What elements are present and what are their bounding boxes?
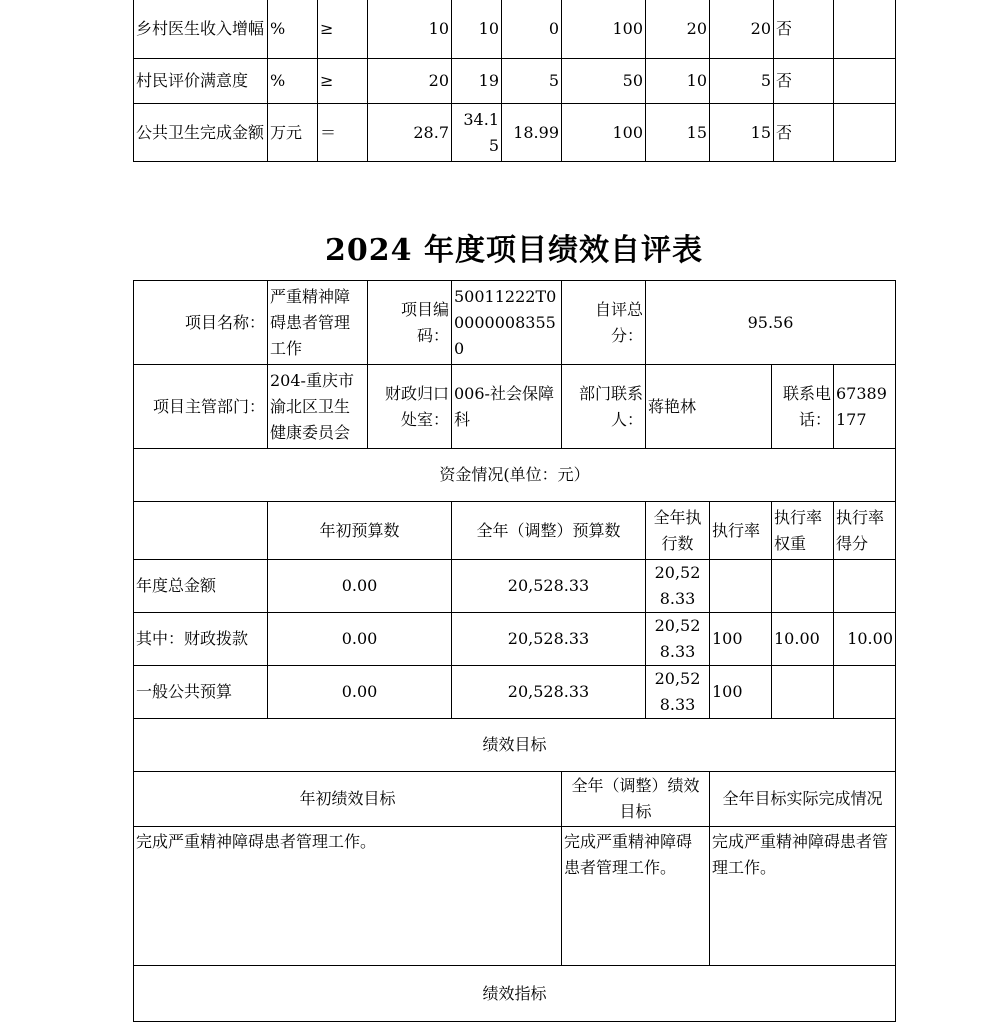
funds-initial: 0.00 bbox=[268, 613, 452, 666]
project-name-label: 项目名称： bbox=[134, 281, 268, 365]
funds-weight: 10.00 bbox=[772, 613, 834, 666]
indicator-name: 乡村医生收入增幅 bbox=[134, 0, 268, 59]
funds-header-executed: 全年执行数 bbox=[646, 502, 710, 560]
indicator-unit: % bbox=[268, 0, 318, 59]
indicator-value: 34.15 bbox=[452, 104, 502, 162]
goals-value-row bbox=[134, 827, 896, 966]
indicator-continuation-table bbox=[133, 0, 896, 162]
funds-executed: 20,528.33 bbox=[646, 560, 710, 613]
self-evaluation-table bbox=[133, 280, 896, 1022]
indicator-value: 5 bbox=[502, 59, 562, 104]
table-row bbox=[134, 613, 896, 666]
indicator-value: 50 bbox=[562, 59, 646, 104]
funds-header-blank bbox=[134, 502, 268, 560]
funds-rate bbox=[710, 560, 772, 613]
finance-office-value: 006-社会保障科 bbox=[452, 365, 562, 449]
funds-row-label: 一般公共预算 bbox=[134, 666, 268, 719]
goals-header-initial: 年初绩效目标 bbox=[134, 772, 562, 827]
goals-initial-text: 完成严重精神障碍患者管理工作。 bbox=[134, 827, 562, 966]
indicator-value: 10 bbox=[368, 0, 452, 59]
funds-header-initial: 年初预算数 bbox=[268, 502, 452, 560]
funds-row-label: 年度总金额 bbox=[134, 560, 268, 613]
indicator-unit: 万元 bbox=[268, 104, 318, 162]
indicator-value: 20 bbox=[710, 0, 774, 59]
funds-score: 10.00 bbox=[834, 613, 896, 666]
funds-score bbox=[834, 666, 896, 719]
dept-value: 204-重庆市渝北区卫生健康委员会 bbox=[268, 365, 368, 449]
phone-label: 联系电话： bbox=[772, 365, 834, 449]
funds-adjusted: 20,528.33 bbox=[452, 560, 646, 613]
goals-header-actual: 全年目标实际完成情况 bbox=[710, 772, 896, 827]
funds-weight bbox=[772, 560, 834, 613]
indicator-name: 公共卫生完成金额 bbox=[134, 104, 268, 162]
indicator-value: 19 bbox=[452, 59, 502, 104]
indicator-value: 10 bbox=[646, 59, 710, 104]
indicator-name: 村民评价满意度 bbox=[134, 59, 268, 104]
dept-label: 项目主管部门： bbox=[134, 365, 268, 449]
project-code-label: 项目编码： bbox=[368, 281, 452, 365]
table-row bbox=[134, 59, 896, 104]
indicator-operator: ≥ bbox=[318, 59, 368, 104]
goals-header-adjusted: 全年（调整）绩效目标 bbox=[562, 772, 710, 827]
table-row bbox=[134, 666, 896, 719]
indicator-flag: 否 bbox=[774, 0, 834, 59]
indicator-unit: % bbox=[268, 59, 318, 104]
funds-row-label: 其中：财政拨款 bbox=[134, 613, 268, 666]
indicator-value: 28.7 bbox=[368, 104, 452, 162]
funds-header-row bbox=[134, 502, 896, 560]
funds-adjusted: 20,528.33 bbox=[452, 666, 646, 719]
self-score-label: 自评总分： bbox=[562, 281, 646, 365]
funds-header-weight: 执行率权重 bbox=[772, 502, 834, 560]
project-info-row bbox=[134, 281, 896, 365]
indicator-value: 100 bbox=[562, 104, 646, 162]
indicator-operator: ≥ bbox=[318, 0, 368, 59]
self-score-value: 95.56 bbox=[646, 281, 896, 365]
goals-adjusted-text: 完成严重精神障碍患者管理工作。 bbox=[562, 827, 710, 966]
indicator-note bbox=[834, 59, 896, 104]
funds-header-rate: 执行率 bbox=[710, 502, 772, 560]
funds-rate: 100 bbox=[710, 666, 772, 719]
table-row bbox=[134, 0, 896, 59]
indicator-value: 0 bbox=[502, 0, 562, 59]
page-title: 2024 年度项目绩效自评表 bbox=[325, 233, 703, 268]
indicator-value: 18.99 bbox=[502, 104, 562, 162]
funds-rate: 100 bbox=[710, 613, 772, 666]
goals-section-title: 绩效目标 bbox=[134, 719, 896, 772]
goals-header-row bbox=[134, 772, 896, 827]
goals-actual-text: 完成严重精神障碍患者管理工作。 bbox=[710, 827, 896, 966]
funds-section-title: 资金情况(单位：元） bbox=[134, 449, 896, 502]
table-row bbox=[134, 560, 896, 613]
indicators-section-title: 绩效指标 bbox=[134, 966, 896, 1022]
contact-label: 部门联系人： bbox=[562, 365, 646, 449]
funds-header-score: 执行率得分 bbox=[834, 502, 896, 560]
funds-executed: 20,528.33 bbox=[646, 613, 710, 666]
indicator-note bbox=[834, 0, 896, 59]
indicator-value: 20 bbox=[368, 59, 452, 104]
project-code-value: 50011222T000000083550 bbox=[452, 281, 562, 365]
phone-value: 67389177 bbox=[834, 365, 896, 449]
indicator-operator: ＝ bbox=[318, 104, 368, 162]
funds-adjusted: 20,528.33 bbox=[452, 613, 646, 666]
contact-value: 蒋艳林 bbox=[646, 365, 772, 449]
indicator-value: 100 bbox=[562, 0, 646, 59]
indicator-value: 20 bbox=[646, 0, 710, 59]
funds-weight bbox=[772, 666, 834, 719]
project-name-value: 严重精神障碍患者管理工作 bbox=[268, 281, 368, 365]
indicator-flag: 否 bbox=[774, 59, 834, 104]
funds-executed: 20,528.33 bbox=[646, 666, 710, 719]
funds-header-adjusted: 全年（调整）预算数 bbox=[452, 502, 646, 560]
indicator-value: 5 bbox=[710, 59, 774, 104]
indicator-value: 15 bbox=[646, 104, 710, 162]
funds-initial: 0.00 bbox=[268, 560, 452, 613]
indicator-note bbox=[834, 104, 896, 162]
indicator-value: 15 bbox=[710, 104, 774, 162]
finance-office-label: 财政归口处室： bbox=[368, 365, 452, 449]
indicator-value: 10 bbox=[452, 0, 502, 59]
indicator-flag: 否 bbox=[774, 104, 834, 162]
funds-initial: 0.00 bbox=[268, 666, 452, 719]
table-row bbox=[134, 104, 896, 162]
project-dept-row bbox=[134, 365, 896, 449]
funds-score bbox=[834, 560, 896, 613]
